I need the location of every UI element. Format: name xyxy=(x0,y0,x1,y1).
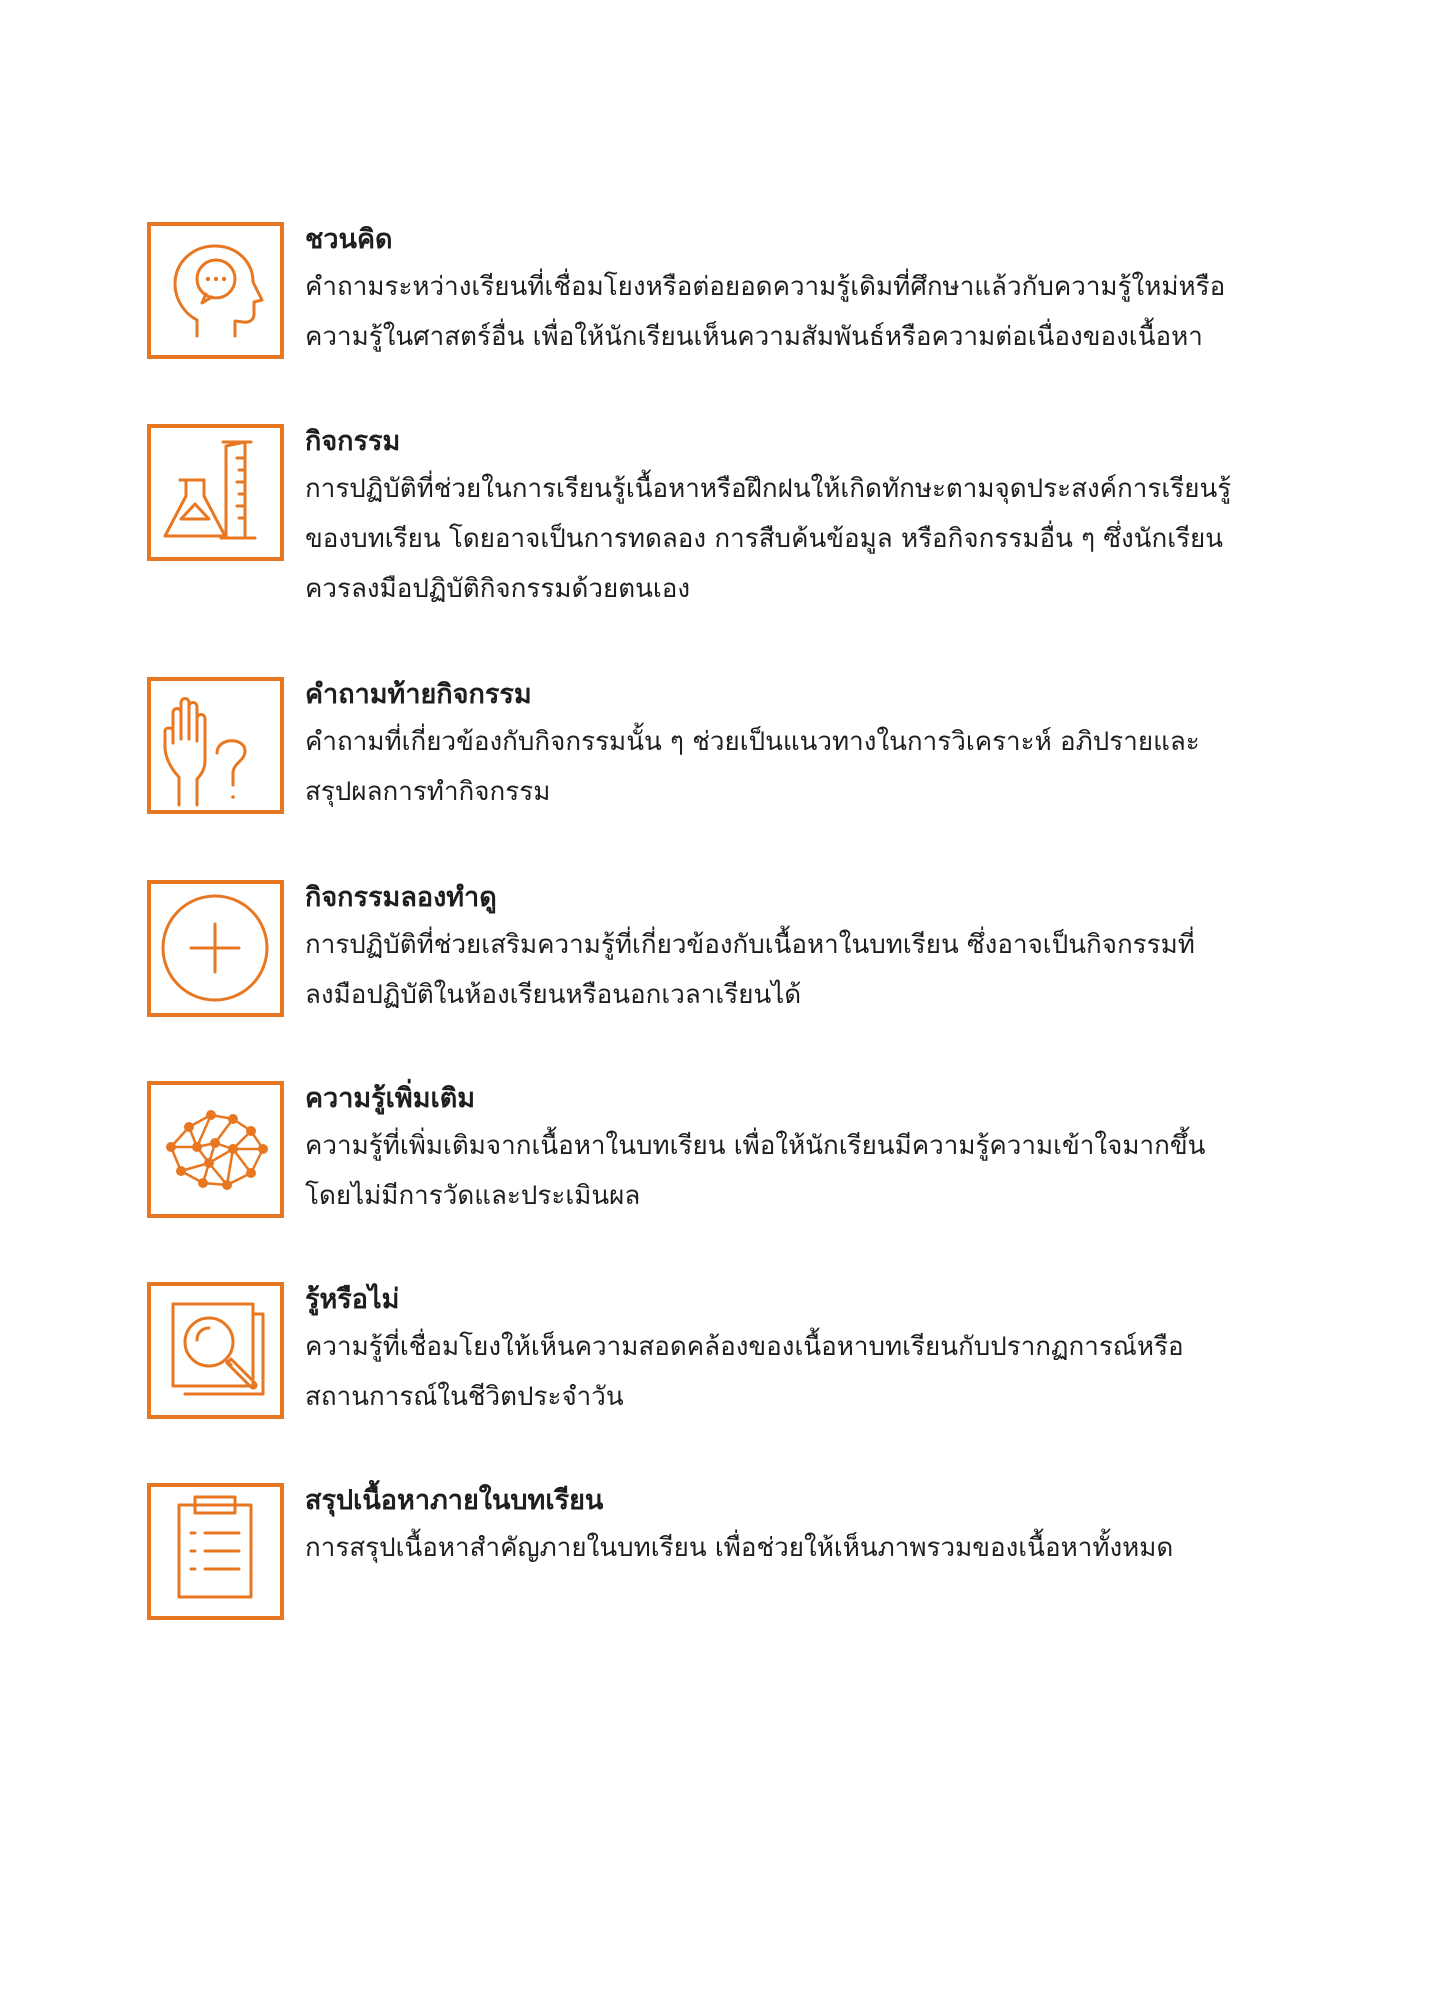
description-line: โดยไม่มีการวัดและประเมินผล xyxy=(305,1181,641,1211)
icon-frame xyxy=(147,880,284,1017)
description-line: ความรู้ในศาสตร์อื่น เพื่อให้นักเรียนเห็นความสัมพันธ์หรือความต่อเนื่องของเนื้อหา xyxy=(305,322,1203,352)
icon-frame xyxy=(147,677,284,814)
description-line: สถานการณ์ในชีวิตประจำวัน xyxy=(305,1382,624,1412)
item-description xyxy=(305,464,1305,614)
description-line: ความรู้ที่เพิ่มเติมจากเนื้อหาในบทเรียน เพื่อให้นักเรียนมีความรู้ความเข้าใจมากขึ้น xyxy=(305,1131,1206,1161)
magnifier-document-icon xyxy=(151,1286,280,1415)
icon-frame xyxy=(147,424,284,561)
item-title: ความรู้เพิ่มเติม xyxy=(305,1083,476,1114)
clipboard-list-icon xyxy=(151,1487,280,1616)
item-text xyxy=(305,1282,1305,1422)
icon-frame xyxy=(147,1483,284,1620)
description-line: ของบทเรียน โดยอาจเป็นการทดลอง การสืบค้นข้อมูล หรือกิจกรรมอื่น ๆ ซึ่งนักเรียน xyxy=(305,524,1224,554)
description-line: คำถามระหว่างเรียนที่เชื่อมโยงหรือต่อยอดความรู้เดิมที่ศึกษาแล้วกับความรู้ใหม่หรือ xyxy=(305,272,1226,302)
flask-cylinder-icon xyxy=(151,428,280,557)
description-line: ความรู้ที่เชื่อมโยงให้เห็นความสอดคล้องของเนื้อหาบทเรียนกับปรากฏการณ์หรือ xyxy=(305,1332,1184,1362)
item-text xyxy=(305,222,1305,362)
brain-network-icon xyxy=(151,1085,280,1214)
icon-frame xyxy=(147,1282,284,1419)
item-text xyxy=(305,1483,1305,1573)
item-title: คำถามท้ายกิจกรรม xyxy=(305,679,532,710)
hand-question-icon xyxy=(151,681,280,810)
item-description xyxy=(305,1523,1305,1573)
item-title: กิจกรรม xyxy=(305,426,401,457)
item-text xyxy=(305,424,1305,614)
item-description xyxy=(305,717,1305,817)
icon-frame xyxy=(147,222,284,359)
plus-circle-icon xyxy=(151,884,280,1013)
description-line: ลงมือปฏิบัติในห้องเรียนหรือนอกเวลาเรียนได้ xyxy=(305,980,802,1010)
item-description xyxy=(305,262,1305,362)
item-description xyxy=(305,1322,1305,1422)
description-line: การปฏิบัติที่ช่วยเสริมความรู้ที่เกี่ยวข้องกับเนื้อหาในบทเรียน ซึ่งอาจเป็นกิจกรรมที่ xyxy=(305,930,1195,960)
item-text xyxy=(305,880,1305,1020)
icon-frame xyxy=(147,1081,284,1218)
item-description xyxy=(305,920,1305,1020)
description-line: คำถามที่เกี่ยวข้องกับกิจกรรมนั้น ๆ ช่วยเป็นแนวทางในการวิเคราะห์ อภิปรายและ xyxy=(305,727,1200,757)
item-title: รู้หรือไม่ xyxy=(305,1284,400,1315)
description-line: สรุปผลการทำกิจกรรม xyxy=(305,777,551,807)
item-title: สรุปเนื้อหาภายในบทเรียน xyxy=(305,1485,604,1516)
item-text xyxy=(305,1081,1305,1221)
description-line: ควรลงมือปฏิบัติกิจกรรมด้วยตนเอง xyxy=(305,574,691,604)
item-title: ชวนคิด xyxy=(305,224,393,255)
item-description xyxy=(305,1121,1305,1221)
description-line: การปฏิบัติที่ช่วยในการเรียนรู้เนื้อหาหรือฝึกฝนให้เกิดทักษะตามจุดประสงค์การเรียนรู้ xyxy=(305,474,1232,504)
item-text xyxy=(305,677,1305,817)
head-thought-icon xyxy=(151,226,280,355)
item-title: กิจกรรมลองทำดู xyxy=(305,882,497,913)
description-line: การสรุปเนื้อหาสำคัญภายในบทเรียน เพื่อช่วยให้เห็นภาพรวมของเนื้อหาทั้งหมด xyxy=(305,1533,1174,1563)
